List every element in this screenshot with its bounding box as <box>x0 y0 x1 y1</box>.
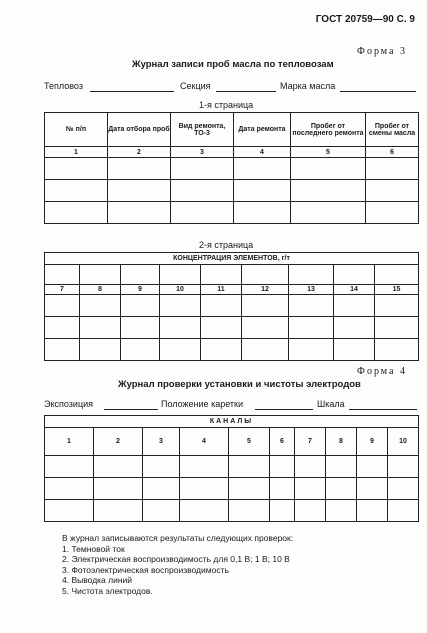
field-oil-grade-blank <box>340 91 416 92</box>
col-number: 5 <box>291 147 366 158</box>
field-locomotive-label: Тепловоз <box>44 81 83 91</box>
channels-header: КАНАЛЫ <box>45 416 419 428</box>
col-number: 15 <box>375 285 419 295</box>
col-number: 9 <box>121 285 160 295</box>
field-carriage-label: Положение каретки <box>161 399 244 409</box>
table-row <box>45 456 419 478</box>
field-exposure-label: Экспозиция <box>44 399 93 409</box>
col-number: 5 <box>229 428 270 456</box>
notes-item: 2. Электрическая воспроизводимость для 0,1 В; 1 В; 10 В <box>62 554 290 564</box>
table-row <box>45 478 419 500</box>
page1-label: 1-я страница <box>199 100 254 110</box>
col-number: 1 <box>45 428 94 456</box>
col-header: Пробег от последнего ремонта <box>291 113 366 147</box>
field-exposure-blank <box>104 409 158 410</box>
col-number: 9 <box>357 428 388 456</box>
col-number: 8 <box>326 428 357 456</box>
col-number: 12 <box>242 285 289 295</box>
col-number: 4 <box>180 428 229 456</box>
form4-label: Форма 4 <box>357 366 407 377</box>
col-number: 11 <box>201 285 242 295</box>
field-section-blank <box>216 91 276 92</box>
table-row <box>45 317 419 339</box>
form3-title: Журнал записи проб масла по тепловозам <box>132 59 334 70</box>
table-row <box>45 158 419 180</box>
col-number: 10 <box>388 428 419 456</box>
notes-item: 1. Темновой ток <box>62 543 125 554</box>
col-number: 6 <box>366 147 419 158</box>
form4-title: Журнал проверки установки и чистоты электродов <box>118 379 361 390</box>
form4-table <box>44 415 419 522</box>
notes-block <box>62 533 293 596</box>
col-number: 3 <box>143 428 180 456</box>
col-header: Вид ремонта, ТО-3 <box>171 113 234 147</box>
form3-table-page2 <box>44 252 419 361</box>
col-number: 6 <box>270 428 295 456</box>
page2-label: 2-я страница <box>199 240 254 250</box>
form3-label: Форма 3 <box>357 46 407 57</box>
table-row <box>45 265 419 285</box>
col-number: 2 <box>94 428 143 456</box>
field-scale-label: Шкала <box>317 399 345 409</box>
col-header: Дата отбора проб <box>108 113 171 147</box>
col-number: 3 <box>171 147 234 158</box>
concentration-header: КОНЦЕНТРАЦИЯ ЭЛЕМЕНТОВ, г/т <box>45 253 419 265</box>
table-row <box>45 339 419 361</box>
notes-item: 3. Фотоэлектрическая воспроизводимость <box>62 564 229 575</box>
notes-item: 4. Выводка линий <box>62 575 133 585</box>
col-number: 13 <box>289 285 334 295</box>
col-number: 10 <box>160 285 201 295</box>
page-header: ГОСТ 20759—90 С. 9 <box>315 14 415 25</box>
table-row <box>45 295 419 317</box>
col-number: 8 <box>80 285 121 295</box>
col-number: 7 <box>295 428 326 456</box>
table-row <box>45 202 419 224</box>
col-number: 2 <box>108 147 171 158</box>
col-number: 1 <box>45 147 108 158</box>
col-header: № п/п <box>45 113 108 147</box>
field-section-label: Секция <box>180 81 211 91</box>
table-row <box>45 500 419 522</box>
col-number: 4 <box>234 147 291 158</box>
field-oil-grade-label: Марка масла <box>280 81 336 91</box>
col-header: Пробег от смены масла <box>366 113 419 147</box>
field-carriage-blank <box>255 409 313 410</box>
field-scale-blank <box>349 409 417 410</box>
field-locomotive-blank <box>90 91 174 92</box>
table-row <box>45 180 419 202</box>
col-number: 7 <box>45 285 80 295</box>
notes-item: 5. Чистота электродов. <box>62 585 153 596</box>
notes-intro: В журнал записываются результаты следующих проверок: <box>62 533 294 543</box>
col-number: 14 <box>334 285 375 295</box>
form3-table-page1 <box>44 112 419 224</box>
col-header: Дата ремонта <box>234 113 291 147</box>
